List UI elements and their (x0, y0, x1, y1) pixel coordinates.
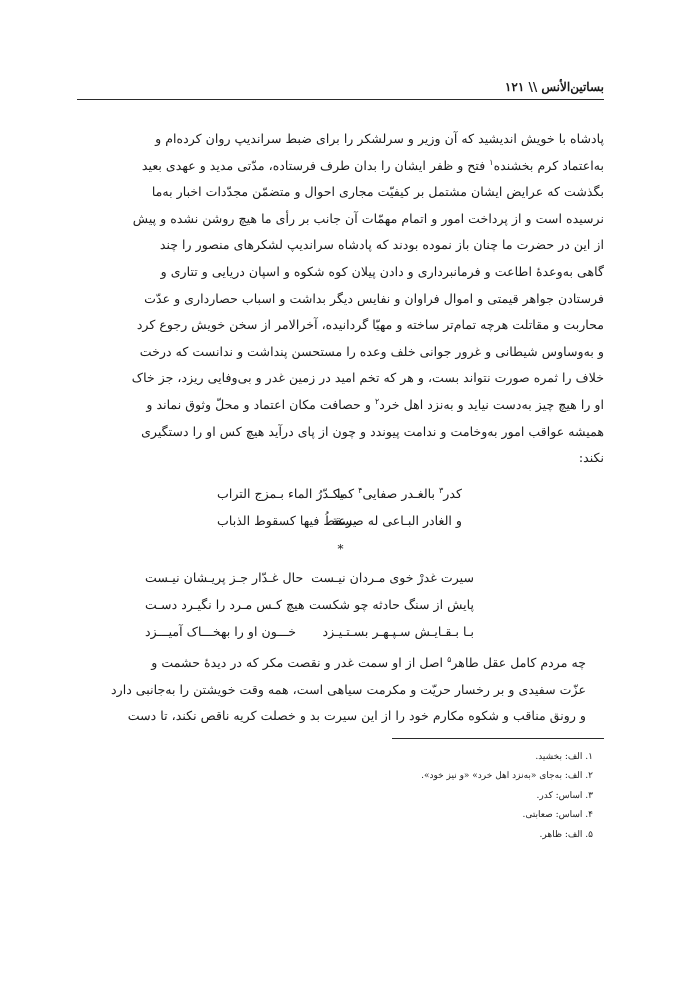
hemistich: یسقطُ فیها کسقوط الذباب (217, 513, 357, 528)
hemistich: هیچ کـس مـرد را نگیـرد دسـت (145, 597, 305, 612)
header-rule (77, 99, 604, 100)
main-paragraph (77, 126, 604, 472)
text-fragment: او را هیچ چیز به‌دست نیاید و به‌نزد اهل خرد (379, 396, 604, 412)
text-fragment: فتح و ظفر ایشان را بدان طرف فرستاده، مدّتی مدید و عهدی بعید (141, 157, 490, 173)
footnote-mark-2: ۲ (374, 396, 380, 406)
text-fragment: کما (337, 486, 359, 501)
text-fragment: اصل از او سمت غدر و نقصت مکر که در دیدۀ حشمت و (151, 655, 448, 670)
text-fragment: کدر (443, 486, 462, 501)
footnote-mark-5: ۵ (447, 654, 452, 664)
text-line (77, 153, 604, 180)
verse-row (77, 570, 604, 596)
hemistich: حال غـدّار جـز پریـشان نیـست (145, 570, 304, 585)
running-header: بساتین‌الأنس \\ ۱۲۱ (504, 80, 604, 94)
footnote-mark-1: ۱ (489, 157, 494, 167)
footnote-rule (392, 738, 604, 739)
hemistich (337, 486, 462, 501)
text-line: پادشاه با خویش اندیشید که آن وزیر و سرلشکر را برای ضبط سراندیپ روان کردەام و (155, 131, 604, 146)
text-line: و رونق مناقب و شکوه مکارم خود را از این سیرت بد و خصلت کریه ناقص نکند، تا دست (127, 708, 586, 724)
text-line: و به‌وساوس شیطانی و غرور جوانی خلف وعده را مستحسن پنداشت و ندانست که درخت (139, 343, 604, 359)
text-fragment: به‌اعتماد کرم بخشنده (493, 157, 604, 173)
text-line (77, 650, 604, 677)
text-fragment: بالغـدر صفایی (362, 486, 439, 501)
hemistich: پایش از سنگ حادثه چو شکست (308, 597, 474, 612)
text-fragment: و حصافت مکان اعتماد و محلّ وثوق نماند و (146, 396, 375, 412)
text-line: نرسیده است و از پرداخت امور و اتمام مهمّات آن جانب بر رأی ما هیچ روشن نشده و پیش (132, 210, 604, 226)
hemistich: بـا بـقـایـش سـپـهـر بسـتـیـزد (322, 624, 474, 639)
footnotes (193, 748, 593, 845)
text-line (77, 392, 604, 419)
verse-row (77, 624, 604, 650)
text-line: همیشه عواقب امور به‌وخامت و ندامت پیوندد و چون از پای درآید هیچ کس او را دستگیری (141, 423, 604, 439)
text-line: فرستادن جواهر قیمتی و اموال فراوان و نفایس دیگر بداشت و اسباب حصارداری و عدّت (144, 290, 604, 306)
footnote: ۳. اساس: کدر. (536, 790, 593, 801)
hemistich: و الغادر البـاعی له صرعة (331, 513, 462, 528)
footnote: ۲. الف: به‌جای «به‌نزد اهل خرد» «و نیز خود». (421, 771, 593, 782)
text-line: نکند: (578, 450, 604, 466)
text-line: عزّت سفیدی و بر رخسار حریّت و مکرمت سیاهی است، همه وقت خویشتن را به‌جانبی دارد (111, 681, 586, 697)
second-paragraph (77, 650, 604, 730)
footnote: ۱. الف: بخشید. (535, 752, 593, 762)
footnote-mark-4: ۴ (358, 485, 363, 495)
verse-row (77, 513, 604, 539)
footnote: ۴. اساس: صعابتی. (522, 810, 593, 821)
footnote-mark-3: ۳ (439, 485, 444, 495)
hemistich: خـــون او را بهخـــاک آمیـــزد (145, 624, 297, 639)
text-line: از این در حضرت ما چنان باز نموده بودند که پادشاه سراندیپ لشکرهای منصور را چند (159, 237, 604, 253)
hemistich: یکـدّرُ الماء بـمزج التراب (217, 486, 344, 501)
text-line: محاربت و مقاتلت هرچه تمام‌تر ساخته و مهیّا گردانیده، آخرالامر از سخن خویش رجوع کرد (136, 317, 604, 333)
text-fragment: چه مردم کامل عقل طاهر (451, 655, 586, 670)
verse-row (77, 597, 604, 623)
verse-row (77, 486, 604, 512)
text-line: گاهی به‌وعدۀ اطاعت و فرمانبرداری و دادن پیلان کوه شکوه و اسپان دریایی و تتاری و (160, 263, 604, 279)
text-line: بگذشت که عرایض ایشان مشتمل بر کیفیّت مجاری احوال و متضمّن مجدّدات اخبار به‌ما (151, 184, 604, 200)
text-line: خلاف را ثمره صورت نتواند بست، و هر که تخم امید در زمین غدر و بی‌وفایی ریزد، جز خاک (131, 370, 604, 386)
footnote: ۵. الف: ظاهر. (539, 829, 593, 840)
section-separator: * (337, 542, 344, 556)
hemistich: سیرت غدرْ خوی مـردان نیـست (311, 570, 474, 585)
